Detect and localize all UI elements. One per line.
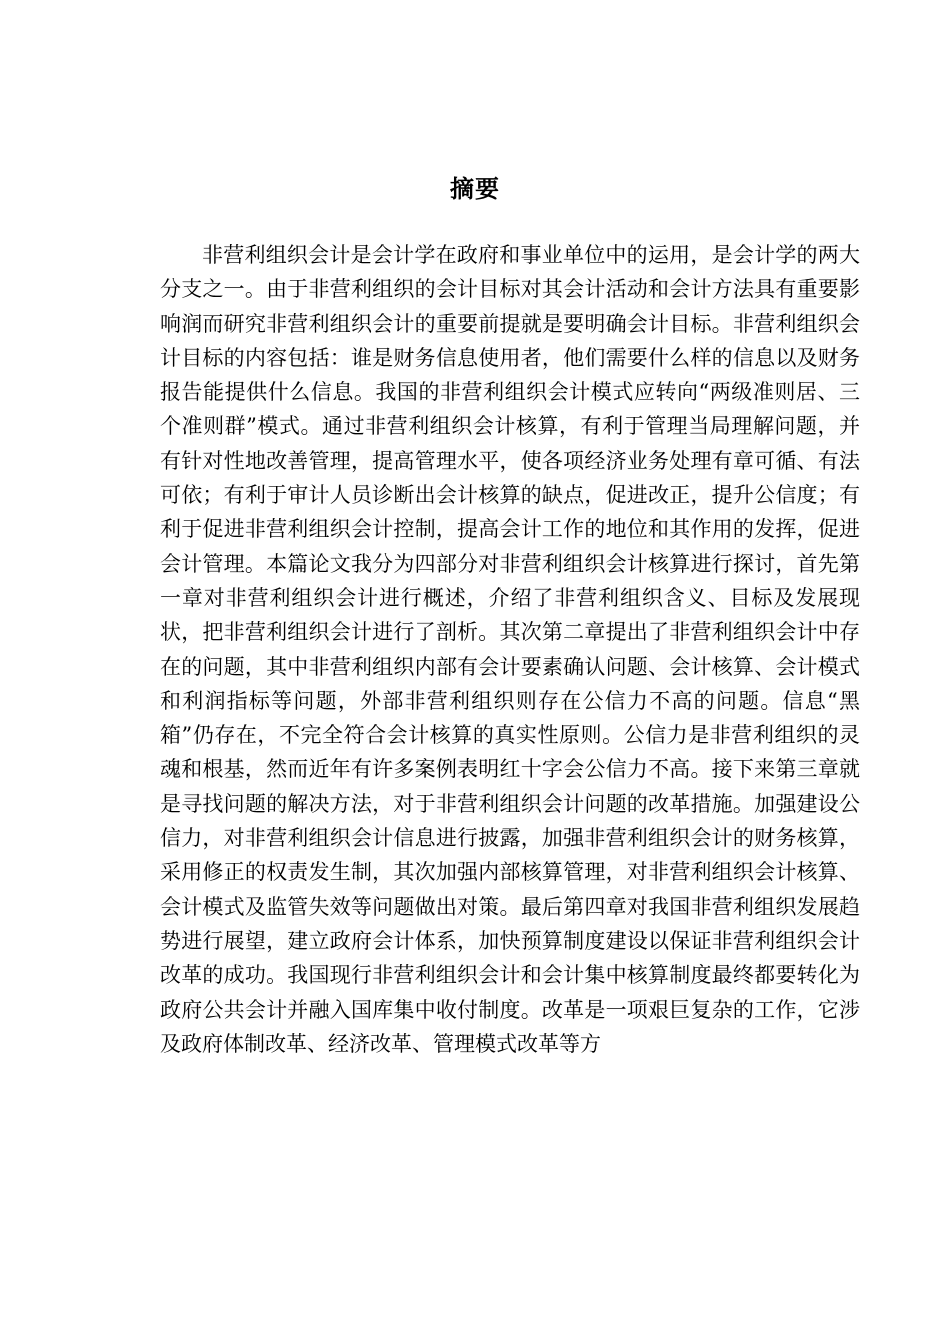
page-title: 摘要 [450,175,500,203]
abstract-paragraph: 非营利组织会计是会计学在政府和事业单位中的运用，是会计学的两大分支之一。由于非营利组织的会计目标对其会计活动和会计方法具有重要影响润而研究非营利组织会计的重要前提就是要明确会计目标。非营利组织会计目标的内容包括：谁是财务信息使用者，他们需要什么样的信息以及财务报告能提供什么信息。我国的非营利组织会计模式应转向“两级准则居、三个准则群”模式。通过非营利组织会计核算，有利于管理当局理解问题，并有针对性地改善管理，提高管理水平，使各项经济业务处理有章可循、有法可依；有利于审计人员诊断出会计核算的缺点，促进改正，提升公信度；有利于促进非营利组织会计控制，提高会计工作的地位和其作用的发挥，促进会计管理。本篇论文我分为四部分对非营利组织会计核算进行探讨，首先第一章对非营利组织会计进行概述，介绍了非营利组织含义、目标及发展现状，把非营利组织会计进行了剖析。其次第二章提出了非营利组织会计中存在的问题，其中非营利组织内部有会计要素确认问题、会计核算、会计模式和利润指标等问题，外部非营利组织则存在公信力不高的问题。信息“黑箱”仍存在，不完全符合会计核算的真实性原则。公信力是非营利组织的灵魂和根基，然而近年有许多案例表明红十字会公信力不高。接下来第三章就是寻找问题的解决方法，对于非营利组织会计问题的改革措施。加强建设公信力，对非营利组织会计信息进行披露，加强非营利组织会计的财务核算，采用修正的权责发生制，其次加强内部核算管理，对非营利组织会计核算、会计模式及监管失效等问题做出对策。最后第四章对我国非营利组织发展趋势进行展望，建立政府会计体系，加快预算制度建设以保证非营利组织会计改革的成功。我国现行非营利组织会计和会计集中核算制度最终都要转化为政府公共会计并融入国库集中收付制度。改革是一项艰巨复杂的工作，它涉及政府体制改革、经济改革、管理模式改革等方 [160,243,860,1056]
